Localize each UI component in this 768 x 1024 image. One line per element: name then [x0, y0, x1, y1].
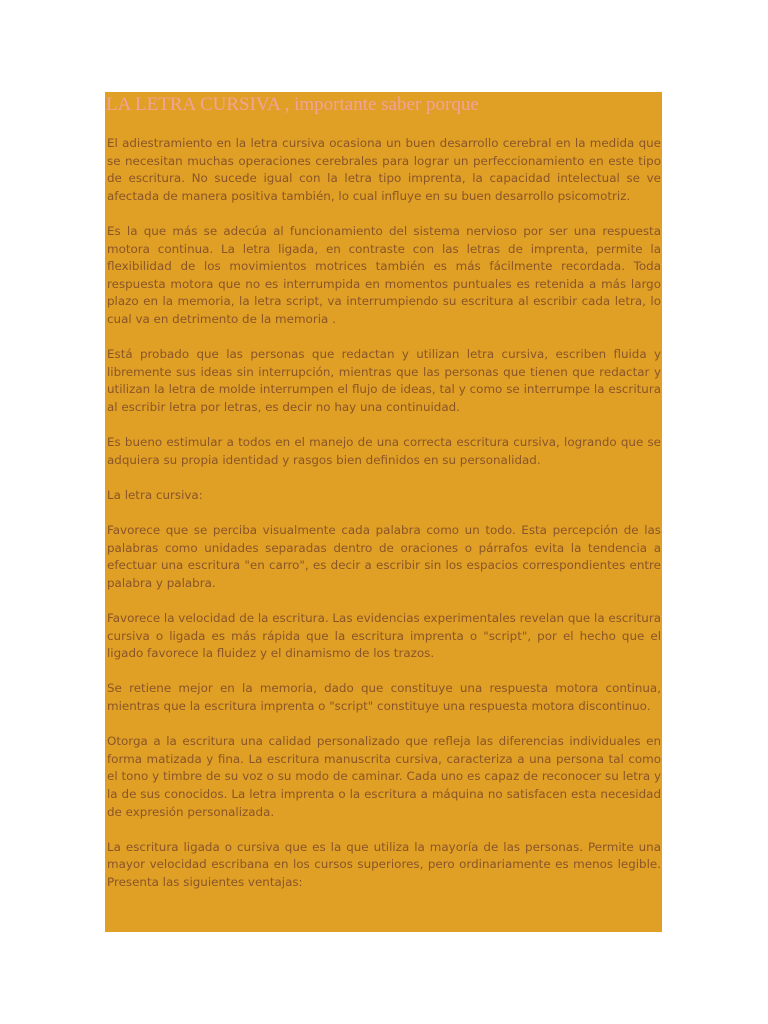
paragraph-6: Favorece la velocidad de la escritura. Las evidencias experimentales revelan que la escritura cursiva o ligada es más rápida que la escritura imprenta o "script", por el hecho que el ligado favorece la fluidez y el dinamismo de los trazos.: [107, 611, 661, 661]
content-panel: [105, 92, 662, 932]
paragraph-8: Otorga a la escritura una calidad personalizado que refleja las diferencias individuales en forma matizada y fina. La escritura manuscrita cursiva, caracteriza a una persona tal como el tono y timbre de su voz o su modo de caminar. Cada uno es capaz de reconocer su letra y la de sus conocidos. La letra imprenta o la escritura a máquina no satisfacen esta necesidad de expresión personalizada.: [107, 734, 661, 819]
paragraph-5: Favorece que se perciba visualmente cada palabra como un todo. Esta percepción de las palabras como unidades separadas dentro de oraciones o párrafos evita la tendencia a efectuar una escritura "en carro", es decir a escribir sin los espacios correspondientes entre palabra y palabra.: [107, 523, 661, 590]
paragraph-4: Es bueno estimular a todos en el manejo de una correcta escritura cursiva, logrando que se adquiera su propia identidad y rasgos bien definidos en su personalidad.: [107, 435, 661, 467]
paragraph-7: Se retiene mejor en la memoria, dado que constituye una respuesta motora continua, mientras que la escritura imprenta o "script" constituye una respuesta motora discontinuo.: [107, 681, 661, 713]
paragraph-9: La escritura ligada o cursiva que es la que utiliza la mayoría de las personas. Permite una mayor velocidad escribana en los cursos superiores, pero ordinariamente es menos legible. Presenta las siguientes ventajas:: [107, 839, 661, 889]
document-title: LA LETRA CURSIVA , importante saber porque: [106, 94, 479, 115]
paragraph-3: Está probado que las personas que redactan y utilizan letra cursiva, escriben fluida y libremente sus ideas sin interrupción, mientras que las personas que tienen que redactar y utilizan la letra de molde interrumpen el flujo de ideas, tal y como se interrumpe la escritura al escribir letra por letras, es decir no hay una continuidad.: [107, 347, 661, 414]
paragraph-1: El adiestramiento en la letra cursiva ocasiona un buen desarrollo cerebral en la medida que se necesitan muchas operaciones cerebrales para lograr un perfeccionamiento en este tipo de escritura. No sucede igual con la letra tipo imprenta, la capacidad intelectual se ve afectada de manera positiva también, lo cual influye en su buen desarrollo psicomotriz.: [107, 136, 661, 203]
section-heading: La letra cursiva:: [107, 487, 203, 502]
paragraph-2: Es la que más se adecúa al funcionamiento del sistema nervioso por ser una respuesta motora continua. La letra ligada, en contraste con las letras de imprenta, permite la flexibilidad de los movimientos motrices también es más fácilmente recordada. Toda respuesta motora que no es interrumpida en momentos puntuales es retenida a más largo plazo en la memoria, la letra script, va interrumpiendo su escritura al escribir cada letra, lo cual va en detrimento de la memoria .: [107, 223, 661, 326]
document-body: [105, 135, 662, 892]
